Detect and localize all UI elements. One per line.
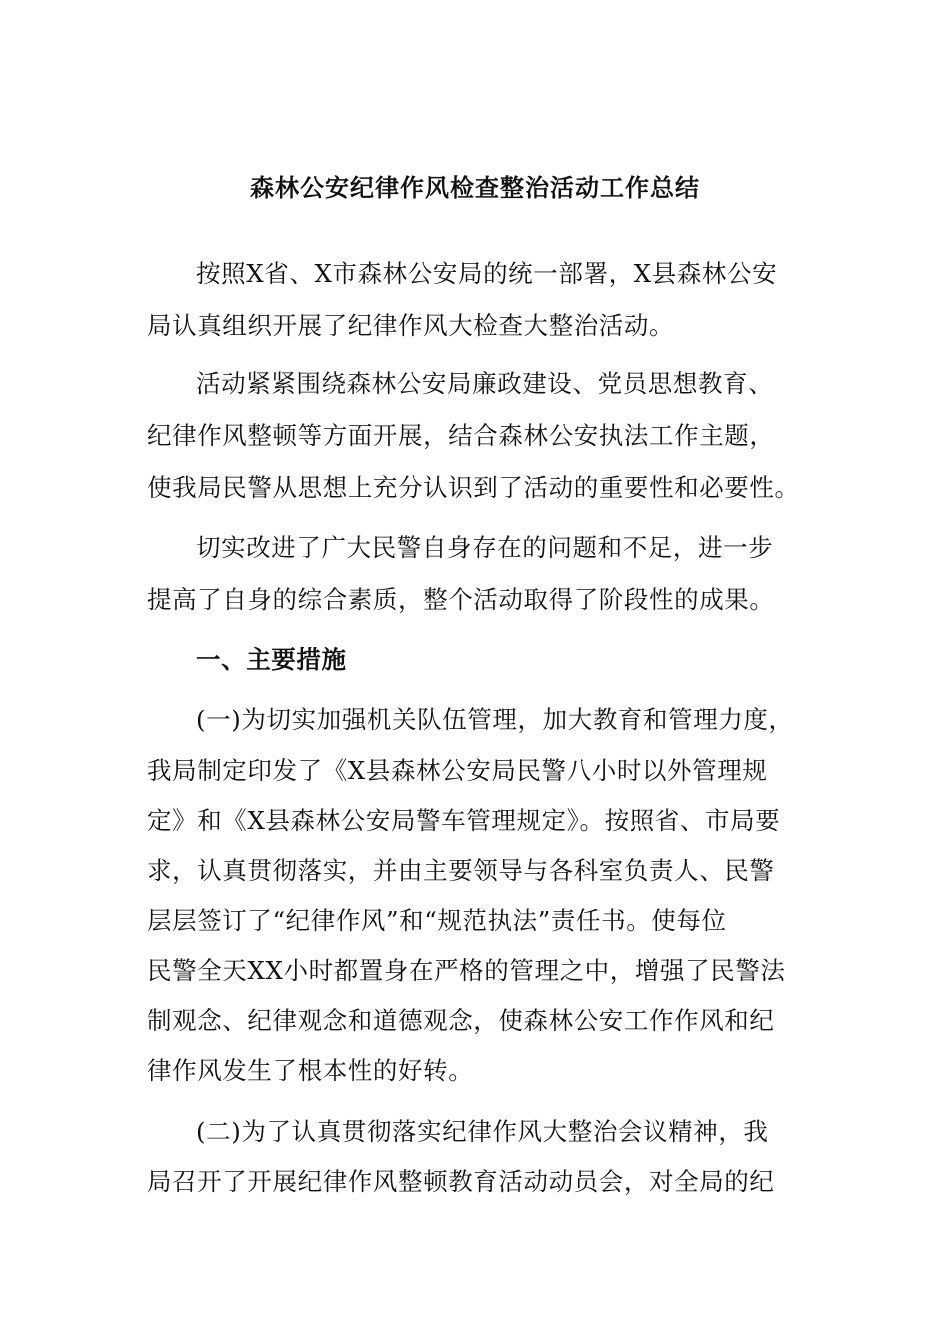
paragraph-5-line-8: 律作风发生了根本性的好转。 bbox=[147, 1056, 474, 1085]
paragraph-5-line-5: 层层签订了“纪律作风”和“规范执法”责任书。使每位 bbox=[147, 906, 727, 935]
paragraph-3-line-1: 切实改进了广大民警自身存在的问题和不足，进一步 bbox=[196, 533, 774, 562]
paragraph-5-line-3: 定》和《X县森林公安局警车管理规定》。按照省、市局要 bbox=[147, 806, 781, 835]
paragraph-5-line-2: 我局制定印发了《X县森林公安局民警八小时以外管理规 bbox=[147, 756, 768, 785]
paragraph-5-line-6: 民警全天XX小时都置身在严格的管理之中，增强了民警法 bbox=[147, 956, 786, 985]
paragraph-5-line-7: 制观念、纪律观念和道德观念，使森林公安工作作风和纪 bbox=[147, 1006, 775, 1035]
paragraph-5-line-1: (一)为切实加强机关队伍管理，加大教育和管理力度， bbox=[196, 705, 794, 734]
paragraph-2-line-1: 活动紧紧围绕森林公安局廉政建设、党员思想教育、 bbox=[196, 369, 774, 398]
paragraph-3-line-2: 提高了自身的综合素质，整个活动取得了阶段性的成果。 bbox=[147, 585, 775, 614]
paragraph-6-line-1: (二)为了认真贯彻落实纪律作风大整治会议精神，我 bbox=[196, 1117, 769, 1146]
paragraph-1-line-2: 局认真组织开展了纪律作风大检查大整治活动。 bbox=[147, 311, 675, 340]
paragraph-1-line-1: 按照X省、X市森林公安局的统一部署，X县森林公安 bbox=[196, 259, 778, 288]
document-title: 森林公安纪律作风检查整治活动工作总结 bbox=[250, 174, 700, 202]
paragraph-5-line-4: 求，认真贯彻落实，并由主要领导与各科室负责人、民警 bbox=[147, 856, 775, 885]
paragraph-6-line-2: 局召开了开展纪律作风整顿教育活动动员会，对全局的纪 bbox=[147, 1167, 775, 1196]
paragraph-2-line-2: 纪律作风整顿等方面开展，结合森林公安执法工作主题， bbox=[147, 421, 775, 450]
paragraph-2-line-3: 使我局民警从思想上充分认识到了活动的重要性和必要性。 bbox=[147, 473, 800, 502]
section-heading: 一、主要措施 bbox=[196, 645, 347, 674]
